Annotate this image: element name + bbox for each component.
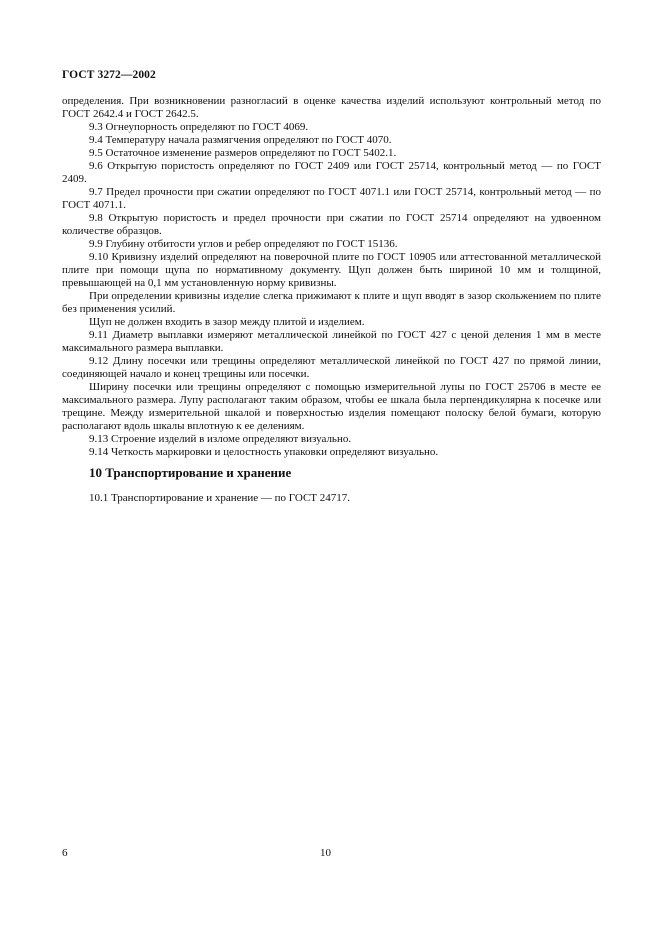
page-number-left: 6 [62, 847, 68, 859]
paragraph-9-7: 9.7 Предел прочности при сжатии определяют по ГОСТ 4071.1 или ГОСТ 25714, контрольный метод — по ГОСТ 4071.1. [62, 186, 601, 211]
paragraph-9-10: 9.10 Кривизну изделий определяют на поверочной плите по ГОСТ 10905 или аттестованной металлической плите при помощи щупа по нормативному документу. Щуп должен быть шириной 10 мм и толщиной, превышающей на 0,1 мм установленную норму кривизны. [62, 251, 601, 289]
paragraph-9-4: 9.4 Температуру начала размягчения определяют по ГОСТ 4070. [89, 134, 392, 146]
paragraph-9-14: 9.14 Четкость маркировки и целостность упаковки определяют визуально. [89, 446, 439, 458]
paragraph-10-1: 10.1 Транспортирование и хранение — по ГОСТ 24717. [89, 492, 351, 504]
document-header-title: ГОСТ 3272—2002 [62, 69, 156, 81]
paragraph-9-8: 9.8 Открытую пористость и предел прочности при сжатии по ГОСТ 25714 определяют на удвоенном количестве образцов. [62, 212, 601, 237]
paragraph-9-5: 9.5 Остаточное изменение размеров определяют по ГОСТ 5402.1. [89, 147, 397, 159]
page-number-center: 10 [320, 847, 331, 859]
paragraph-9-10-probe-note: Щуп не должен входить в зазор между плитой и изделием. [89, 316, 365, 328]
paragraph-9-3: 9.3 Огнеупорность определяют по ГОСТ 4069. [89, 121, 309, 133]
section-heading: 10 Транспортирование и хранение [89, 465, 292, 480]
paragraph-9-13: 9.13 Строение изделий в изломе определяют визуально. [89, 433, 352, 445]
paragraph-continuation: определения. При возникновении разногласий в оценке качества изделий используют контрольный метод по ГОСТ 2642.4 и ГОСТ 2642.5. [62, 95, 601, 120]
paragraph-9-10-curvature-procedure: При определении кривизны изделие слегка прижимают к плите и щуп вводят в зазор скольжением по плите без применения усилий. [62, 290, 601, 315]
paragraph-9-6: 9.6 Открытую пористость определяют по ГОСТ 2409 или ГОСТ 25714, контрольный метод — по ГОСТ 2409. [62, 160, 601, 185]
body-text [62, 95, 601, 459]
paragraph-9-9: 9.9 Глубину отбитости углов и ребер определяют по ГОСТ 15136. [89, 238, 398, 250]
paragraph-9-11: 9.11 Диаметр выплавки измеряют металлической линейкой по ГОСТ 427 с ценой деления 1 мм в месте максимального размера выплавки. [62, 329, 601, 354]
paragraph-9-12: 9.12 Длину посечки или трещины определяют металлической линейкой по ГОСТ 427 по прямой линии, соединяющей начало и конец трещины или посечки. [62, 355, 601, 380]
paragraph-9-12-width: Ширину посечки или трещины определяют с помощью измерительной лупы по ГОСТ 25706 в месте ее максимального размера. Лупу располагают таким образом, чтобы ее шкала была перпендикулярна к посечке или трещине. Между измерительной шкалой и поверхностью изделия помещают полоску белой бумаги, которую располагают вдоль шкалы вплотную к ее делениям. [62, 381, 601, 432]
